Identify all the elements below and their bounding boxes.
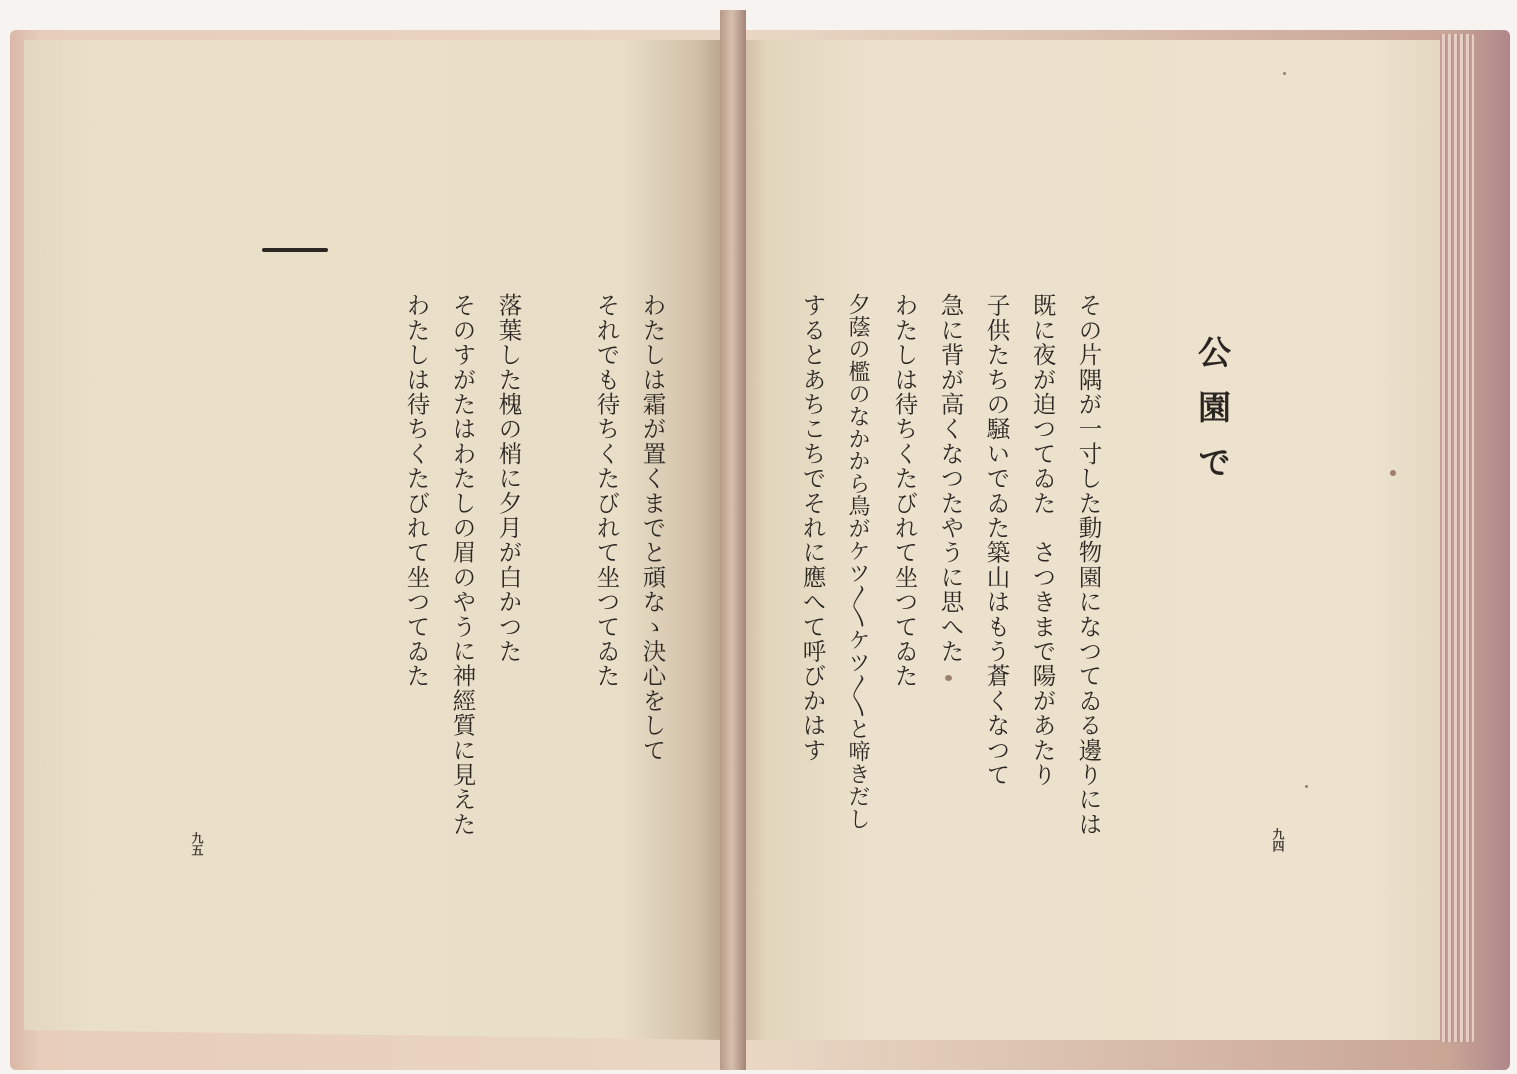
page-edges [1440, 34, 1474, 1042]
paper-stain [1390, 470, 1396, 476]
poem-title: 公園で [1193, 335, 1232, 500]
poem-line: 夕蔭の檻のなかから鳥がケツ〳〵ケツ〳〵と啼きだし [845, 293, 870, 830]
paper-stain [945, 675, 952, 681]
poem-line: するとあちこちでそれに應へて呼びかはす [798, 293, 827, 763]
section-dash [262, 248, 328, 252]
poem-line: わたしは待ちくたびれて坐つてゐた [402, 293, 431, 689]
poem-line: そのすがたはわたしの眉のやうに神經質に見えた [448, 293, 477, 837]
poem-line: 落葉した槐の梢に夕月が白かつた [494, 293, 523, 664]
poem-line: 子供たちの騒いでゐた築山はもう蒼くなつて [982, 293, 1011, 787]
poem-line: それでも待ちくたびれて坐つてゐた [592, 293, 621, 689]
poem-line: その片隅が一寸した動物園になつてゐる邊りには [1074, 293, 1103, 837]
poem-line: わたしは霜が置くまでと頑なゝ決心をして [638, 293, 667, 763]
book-gutter [720, 10, 746, 1070]
page-number-left: 九五 [190, 832, 204, 856]
paper-stain [1283, 72, 1286, 75]
page-number-right: 九四 [1271, 828, 1285, 852]
poem-line: 急に背が高くなつたやうに思へた [936, 293, 965, 664]
paper-stain [1305, 785, 1308, 788]
poem-line: 既に夜が迫つてゐた さつきまで陽があたり [1028, 293, 1057, 787]
poem-line: わたしは待ちくたびれて坐つてゐた [890, 293, 919, 689]
